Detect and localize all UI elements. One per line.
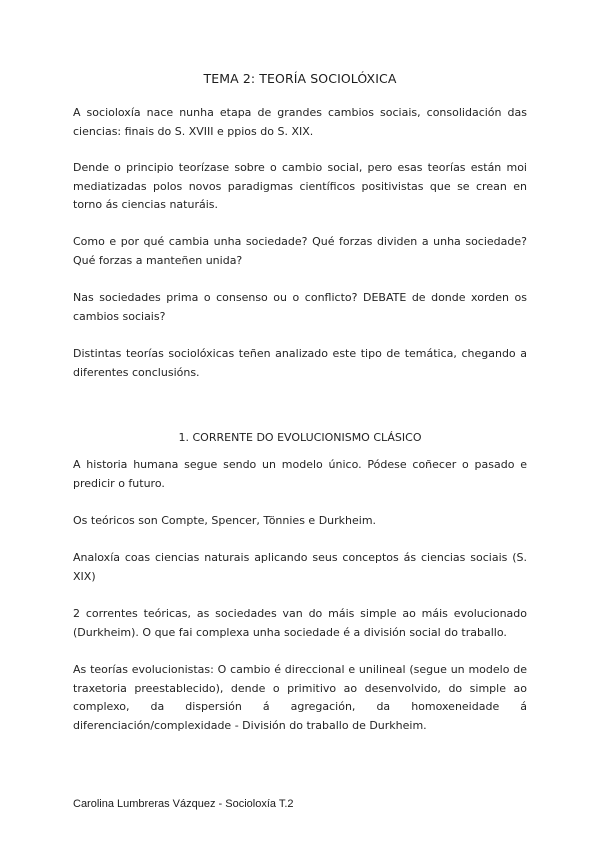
paragraph-4: Nas sociedades prima o consenso ou o conflicto? DEBATE de donde xorden os cambios sociais?: [73, 291, 527, 323]
paragraph-1: A socioloxía nace nunha etapa de grandes cambios sociais, consolidación das ciencias: finais do S. XVIII e ppios do S. XIX.: [73, 106, 527, 138]
page-footer: Carolina Lumbreras Vázquez - Socioloxía T.2: [73, 798, 294, 810]
section-paragraph-4: 2 correntes teóricas, as sociedades van do máis simple ao máis evolucionado (Durkheim). O que fai complexa unha sociedade é a división social do traballo.: [73, 607, 527, 639]
section-paragraph-3: Analoxía coas ciencias naturais aplicando seus conceptos ás ciencias sociais (S. XIX): [73, 551, 527, 583]
section-paragraph-2: Os teóricos son Compte, Spencer, Tönnies e Durkheim.: [73, 514, 377, 527]
paragraph-2: Dende o principio teorízase sobre o cambio social, pero esas teorías están moi mediatizadas polos novos paradigmas científicos positivistas que se crean en torno ás ciencias naturáis.: [73, 161, 527, 211]
paragraph-3: Como e por qué cambia unha sociedade? Qué forzas dividen a unha sociedade? Qué forzas a manteñen unida?: [73, 235, 527, 267]
section-heading: 1. CORRENTE DO EVOLUCIONISMO CLÁSICO: [178, 431, 422, 444]
section-paragraph-5: As teorías evolucionistas: O cambio é direccional e unilineal (segue un modelo de traxetoria preestablecido), dende o primitivo ao desenvolvido, do simple ao complexo, da dispersión á agregación, da homoxeneidade á diferenciación/complexidade - División do traballo de Durkheim.: [73, 663, 527, 732]
paragraph-5: Distintas teorías sociolóxicas teñen analizado este tipo de temática, chegando a diferentes conclusións.: [73, 347, 527, 379]
document-title: TEMA 2: TEORÍA SOCIOLÓXICA: [203, 71, 397, 86]
section-paragraph-1: A historia humana segue sendo un modelo único. Pódese coñecer o pasado e predicir o futuro.: [73, 458, 527, 490]
